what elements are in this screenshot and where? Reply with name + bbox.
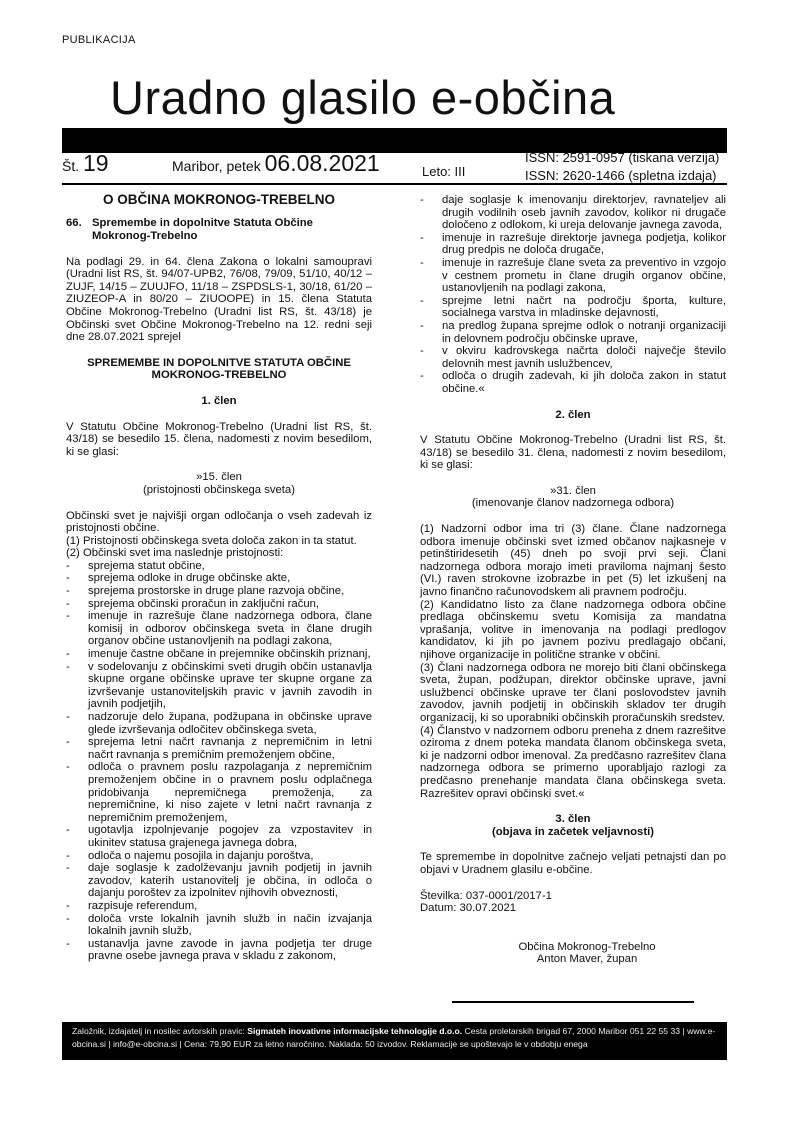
amended-article-15-title: (pristojnosti občinskega sveta) — [143, 483, 295, 496]
list-item: - odloča o najemu posojila in dajanju poroštva, — [66, 850, 372, 863]
issue-label: Št. — [62, 158, 80, 174]
article-1-heading: 1. člen — [201, 394, 237, 407]
council-paragraph-2: (2) Občinski svet ima naslednje pristojnosti: — [66, 547, 284, 560]
amended-article-15-heading: »15. člen — [196, 471, 242, 484]
footer-website-link[interactable]: www.e-obcina.si — [72, 1026, 716, 1049]
act-heading — [66, 217, 372, 243]
footer-label: Založnik, izdajatelj in nosilec avtorskih pravic: — [72, 1026, 245, 1036]
article-3-title: (objava in začetek veljavnosti) — [492, 825, 654, 838]
list-item: - daje soglasje k zadolževanju javnih podjetij in javnih zavodov, katerih ustanovitelj je občina, in odloča o dajanju poroštev za izpolnitev njihovih obveznosti, — [66, 862, 372, 900]
municipality-heading: O OBČINA MOKRONOG-TREBELNO — [103, 192, 335, 207]
footer-email-link[interactable]: info@e-obcina.si — [112, 1039, 178, 1049]
footer-price: Cena: 79,90 EUR za letno naročnino. Naklada: 50 izvodov. Reklamacije se upoštevajo le v obdobju enega — [184, 1039, 588, 1049]
competences-list-right — [420, 194, 726, 396]
issue-date: 06.08.2021 — [264, 150, 380, 176]
list-item: - nadzoruje delo župana, podžupana in občinske uprave glede izvrševanja odločitev občinskega sveta, — [66, 711, 372, 736]
supervisory-paragraph-3: (3) Člani nadzornega odbora ne morejo biti člani občinskega sveta, župan, podžupan, direktor občinske uprave, javni uslužbenci občinske uprave ter člani poslovodstev javnih zavodov, javnih podjetij in občinskih skladov ter drugih organizacij, ki so uporabniki občinskih proračunskih sredstev. — [420, 661, 726, 724]
supervisory-paragraph-2: (2) Kandidatno listo za člane nadzornega odbora občine predlaga občinskemu svetu Komisija za mandatna vprašanja, volitve in imenovanja na podlagi predlogov kandidatov, ki jih po javnem pozivu predlagajo občani, njihove organizacije in politične stranke v občini. — [420, 598, 726, 661]
list-item: - odloča o drugih zadevah, ki jih določa zakon in statut občine.« — [420, 370, 726, 395]
list-item: - na predlog župana sprejme odlok o notranji organizaciji in delovnem področju občinske uprave, — [420, 320, 726, 345]
list-item: - razpisuje referendum, — [66, 900, 372, 913]
signature-rule — [452, 1001, 694, 1003]
act-title: Spremembe in dopolnitve Statuta Občine Mokronog-Trebelno — [92, 216, 313, 242]
list-item: - sprejema prostorske in druge plane razvoja občine, — [66, 585, 372, 598]
left-column — [66, 188, 372, 963]
masthead-title: Uradno glasilo e-občina — [110, 71, 616, 124]
list-item: - v sodelovanju z občinskimi sveti drugih občin ustanavlja skupne organe občinske uprave ter skupne organe za izvrševanje ustanoviteljskih pravic v javnih zavodih in javnih podjetjih, — [66, 661, 372, 711]
competences-list-left — [66, 560, 372, 963]
article-2-text: V Statutu Občine Mokronog-Trebelno (Uradni list RS, št. 43/18) se besedilo 31. člena, nadomesti z novim besedilom, ki se glasi: — [420, 434, 726, 472]
issue-number: 19 — [83, 150, 109, 176]
list-item: - ustanavlja javne zavode in javna podjetja ter druge pravne osebe javnega prava v skladu z zakonom, — [66, 938, 372, 963]
list-item: - imenuje častne občane in prejemnike občinskih priznanj, — [66, 648, 372, 661]
list-item: - imenuje in razrešuje člane sveta za preventivo in vzgojo v cestnem prometu in člane drugih organov občine, ustanovljenih na podlagi zakona, — [420, 257, 726, 295]
footer-company: Sigmateh inovativne informacijske tehnologije d.o.o. — [247, 1026, 463, 1036]
list-item: - daje soglasje k imenovanju direktorjev, ravnateljev ali drugih vodilnih oseb javnih zavodov, kolikor ni drugače določeno z odlokom, ki ureja delovanje javnega zavoda, — [420, 194, 726, 232]
list-item: - ugotavlja izpolnjevanje pogojev za vzpostavitev in ukinitev statusa grajenega javnega dobra, — [66, 824, 372, 849]
list-item: - odloča o pravnem poslu razpolaganja z nepremičnim premoženjem občine in o pravnem poslu odplačnega pridobivanja nepremičnega premoženja, za nepremičnine, ki niso zajete v letni načrt ravnanja z nepremičnim premoženjem, — [66, 761, 372, 824]
article-3-heading: 3. člen — [555, 813, 591, 826]
issue-year: Leto: III — [422, 164, 466, 179]
act-number: 66. — [66, 216, 82, 229]
issue-date-block — [172, 150, 380, 177]
list-item: - v okviru kadrovskega načrta določi največje število delovnih mest javnih uslužbencev, — [420, 345, 726, 370]
intro-paragraph: Na podlagi 29. in 64. člena Zakona o lokalni samoupravi (Uradni list RS, št. 94/07-UPB2, 76/08, 79/09, 51/10, 40/12 – ZUJF, 14/15 – ZUUJFO, 11/18 – ZSPDSLS-1, 30/18, 61/20 – ZIUZEOP-A in 80/20 – ZIUOOPE) in 15. člena Statuta Občine Mokronog-Trebelno (Uradni list RS, št. 43/18) je Občinski svet Občine Mokronog-Trebelno na 12. redni seji dne 28.07.2021 sprejel — [66, 255, 372, 344]
publication-label: PUBLIKACIJA — [62, 34, 136, 46]
list-item: - imenuje in razrešuje direktorje javnega podjetja, kolikor drug predpis ne določa drugače, — [420, 232, 726, 257]
article-1-text: V Statutu Občine Mokronog-Trebelno (Uradni list RS, št. 43/18) se besedilo 15. člena, nadomesti z novim besedilom, ki se glasi: — [66, 420, 372, 458]
list-item: - sprejme letni načrt na področju športa, kulture, socialnega varstva in mladinske dejavnosti, — [420, 295, 726, 320]
list-item: - sprejema letni načrt ravnanja z nepremičnim in letni načrt ravnanja s premičnim premoženjem občine, — [66, 736, 372, 761]
issn-print: ISSN: 2591-0957 (tiskana verzija) — [525, 150, 720, 165]
list-item: - sprejema statut občine, — [66, 560, 372, 573]
header-rule — [62, 183, 727, 185]
list-item: - sprejema odloke in druge občinske akte, — [66, 572, 372, 585]
document-title-line-1: SPREMEMBE IN DOPOLNITVE STATUTA OBČINE — [87, 356, 351, 369]
list-item: - sprejema občinski proračun in zaključni račun, — [66, 598, 372, 611]
document-title-line-2: MOKRONOG-TREBELNO — [151, 369, 287, 382]
publisher-footer: Založnik, izdajatelj in nosilec avtorskih pravic: Sigmateh inovativne informacijske tehnologije d.o.o. Cesta proletarskih brigad 67, 2000 Maribor 051 22 55 33 | www.e-obcina.si | info@e-obcina.si | Cena: 79,90 EUR za letno naročnino. Naklada: 50 izvodov. Reklamacije se upoštevajo le v obdobju enega — [62, 1022, 727, 1060]
list-item: - določa vrste lokalnih javnih služb in način izvajanja lokalnih javnih služb, — [66, 913, 372, 938]
footer-address: Cesta proletarskih brigad 67, 2000 Maribor 051 22 55 33 — [464, 1026, 681, 1036]
article-2-heading: 2. člen — [555, 408, 591, 421]
issn-online: ISSN: 2620-1466 (spletna izdaja) — [525, 168, 717, 183]
council-paragraph-1: (1) Pristojnosti občinskega sveta določa zakon in ta statut. — [66, 534, 357, 547]
council-paragraph: Občinski svet je najvišji organ odločanja o vseh zadevah iz pristojnosti občine. — [66, 509, 372, 535]
signature-organization: Občina Mokronog-Trebelno — [518, 940, 656, 953]
right-column — [420, 194, 726, 966]
amended-article-31-heading: »31. člen — [550, 484, 596, 497]
issue-place-day: Maribor, petek — [172, 158, 261, 174]
issue-number-block — [62, 150, 109, 177]
supervisory-paragraph-4: (4) Članstvo v nadzornem odboru preneha z dnem razrešitve oziroma z dnem poteka mandata članom občinskega sveta, ki je nadzorni odbor imenoval. Za predčasno razrešitev člana nadzornega odbora se primerno uporabljajo razlogi za predčasno prenehanje mandata člana občinskega sveta. Razrešitev opravi občinski svet.« — [420, 724, 726, 800]
document-date: Datum: 30.07.2021 — [420, 902, 517, 915]
signature-name: Anton Maver, župan — [536, 953, 638, 966]
supervisory-paragraph-1: (1) Nadzorni odbor ima tri (3) člane. Člane nadzornega odbora imenuje občinski svet izmed občanov najkasneje v petinštiridesetih (45) dneh po svoji prvi seji. Člani nadzornega odbora morajo imeti praviloma najmanj šesto (VI.) raven strokovne izobrazbe in pet (5) let izkušenj na javno finančno računovodskem ali pravnem področju. — [420, 523, 726, 599]
list-item: - imenuje in razrešuje člane nadzornega odbora, člane komisij in odborov občinskega sveta in člane drugih organov občine ustanovljenih na podlagi zakona, — [66, 610, 372, 648]
article-3-text: Te spremembe in dopolnitve začnejo veljati petnajsti dan po objavi v Uradnem glasilu e-občine. — [420, 851, 726, 876]
amended-article-31-title: (imenovanje članov nadzornega odbora) — [471, 497, 675, 510]
document-number: Številka: 037-0001/2017-1 — [420, 889, 552, 902]
